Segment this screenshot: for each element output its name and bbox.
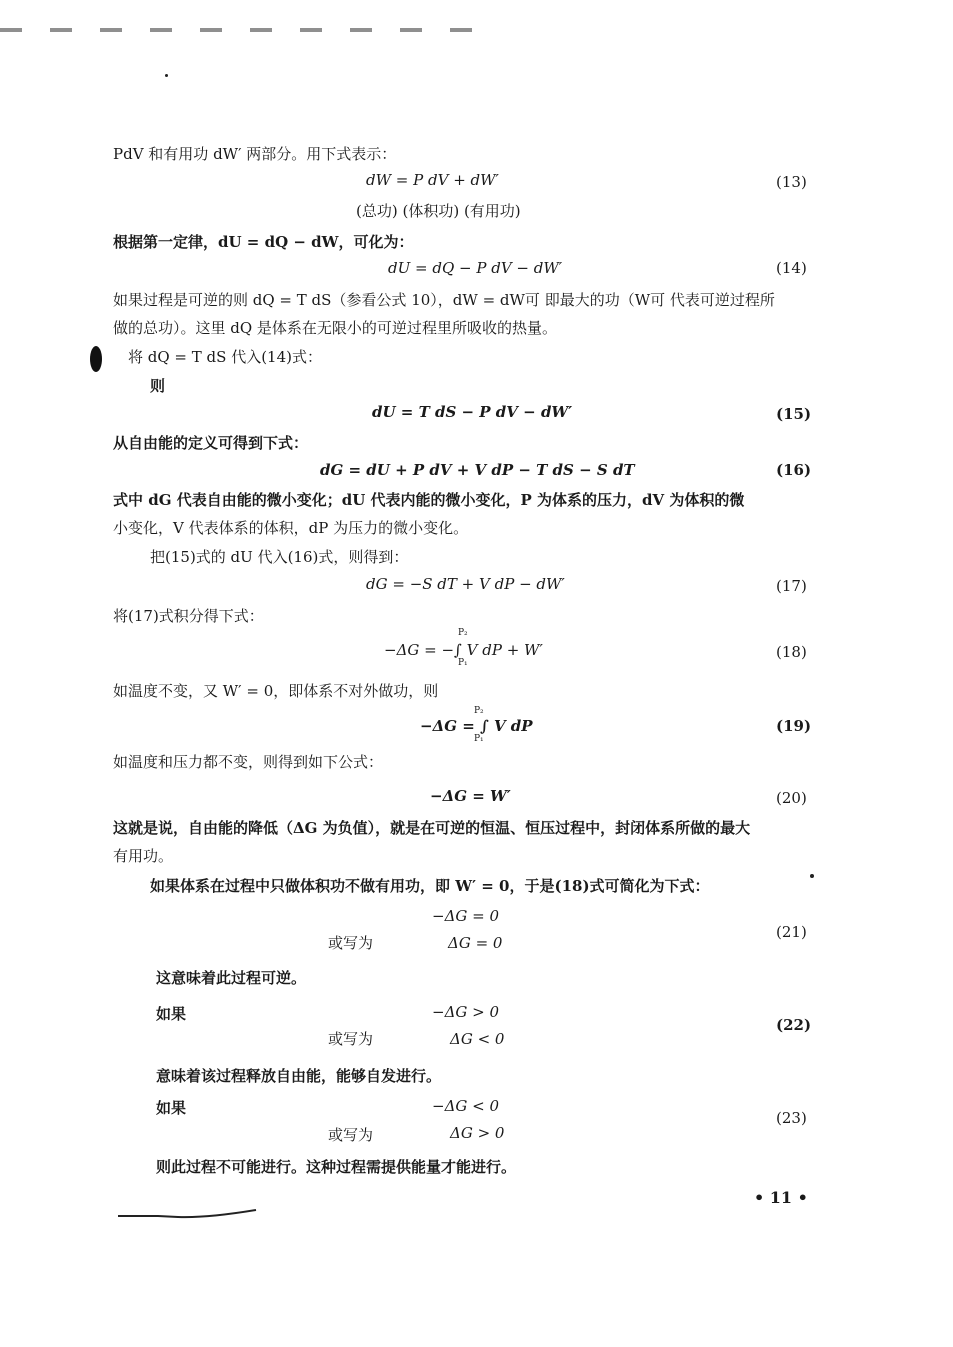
page-number: • 11 • <box>754 1188 808 1207</box>
equation-number: (16) <box>776 461 812 479</box>
paragraph-line: 则此过程不可能进行。这种过程需提供能量才能进行。 <box>156 1158 517 1176</box>
paragraph-line: 意味着该过程释放自由能，能够自发进行。 <box>156 1067 442 1085</box>
paragraph-line: 这意味着此过程可逆。 <box>156 969 307 987</box>
paragraph-line: 如温度不变，又 W′ = 0，即体系不对外做功，则 <box>113 682 439 700</box>
paragraph-line: 从自由能的定义可得到下式： <box>113 434 309 452</box>
equation-22a: −ΔG > 0 <box>432 1003 500 1021</box>
equation-number: (18) <box>776 643 807 661</box>
equation-17: dG = −S dT + V dP − dW′ <box>366 575 565 593</box>
or-written-as: 或写为 <box>328 934 374 952</box>
equation-number: (19) <box>776 717 812 735</box>
paragraph-line: 如温度和压力都不变，则得到如下公式： <box>113 753 384 771</box>
equation-14: dU = dQ − P dV − dW′ <box>388 259 563 277</box>
paragraph-line: 将 dQ = T dS 代入(14)式： <box>128 348 322 366</box>
equation-22b: ΔG < 0 <box>450 1030 505 1048</box>
equation-23b: ΔG > 0 <box>450 1124 505 1142</box>
equation-21a: −ΔG = 0 <box>432 907 500 925</box>
paragraph-line: 则 <box>150 377 166 395</box>
equation-13: dW = P dV + dW′ <box>366 171 499 189</box>
equation-number: (23) <box>776 1109 807 1127</box>
equation-number: (20) <box>776 789 807 807</box>
paragraph-line: 把(15)式的 dU 代入(16)式，则得到： <box>150 548 409 566</box>
paragraph-line: 式中 dG 代表自由能的微小变化；dU 代表内能的微小变化，P 为体系的压力，dV 为体积的微 <box>113 491 745 509</box>
paragraph-line: 这就是说，自由能的降低（ΔG 为负值），就是在可逆的恒温、恒压过程中，封闭体系所做的最大 <box>113 819 751 837</box>
equation-number: (13) <box>776 173 807 191</box>
equation-number: (22) <box>776 1016 812 1034</box>
ink-blot <box>90 346 102 372</box>
equation-19: −ΔG = ∫ V dP <box>420 717 533 735</box>
equation-20: −ΔG = W′ <box>430 787 511 805</box>
equation-18: −ΔG = −∫ V dP + W′ <box>384 641 543 659</box>
paragraph-line: 小变化，V 代表体系的体积，dP 为压力的微小变化。 <box>113 519 469 537</box>
paragraph-line: 将(17)式积分得下式： <box>113 607 264 625</box>
paragraph-line: 有用功。 <box>113 847 174 865</box>
or-written-as: 或写为 <box>328 1126 374 1144</box>
top-dash-rule <box>0 28 480 32</box>
equation-15: dU = T dS − P dV − dW′ <box>372 403 573 421</box>
if-label: 如果 <box>156 1099 187 1117</box>
integral-upper-limit: P₂ <box>474 706 484 716</box>
scan-speck <box>165 74 168 77</box>
pen-scrawl <box>118 1208 258 1222</box>
or-written-as: 或写为 <box>328 1030 374 1048</box>
paragraph-line: 如果体系在过程中只做体积功不做有用功，即 W′ = 0，于是(18)式可简化为下式： <box>150 877 710 895</box>
equation-number: (17) <box>776 577 807 595</box>
paragraph-line: PdV 和有用功 dW′ 两部分。用下式表示： <box>113 145 397 163</box>
integral-lower-limit: P₁ <box>458 658 468 668</box>
if-label: 如果 <box>156 1005 187 1023</box>
equation-23a: −ΔG < 0 <box>432 1097 500 1115</box>
paragraph-line: 根据第一定律，dU = dQ − dW，可化为： <box>113 233 414 251</box>
equation-number: (14) <box>776 259 807 277</box>
equation-number: (21) <box>776 923 807 941</box>
equation-number: (15) <box>776 405 812 423</box>
integral-upper-limit: P₂ <box>458 628 468 638</box>
integral-lower-limit: P₁ <box>474 734 484 744</box>
paragraph-line: 做的总功）。这里 dQ 是体系在无限小的可逆过程里所吸收的热量。 <box>113 319 557 337</box>
paragraph-line: 如果过程是可逆的则 dQ = T dS（参看公式 10），dW = dW可 即最大的功（W可 代表可逆过程所 <box>113 291 775 309</box>
equation-21b: ΔG = 0 <box>448 934 503 952</box>
scan-speck <box>810 874 814 878</box>
equation-13-labels: (总功) (体积功) (有用功) <box>356 202 521 220</box>
equation-16: dG = dU + P dV + V dP − T dS − S dT <box>320 461 635 479</box>
